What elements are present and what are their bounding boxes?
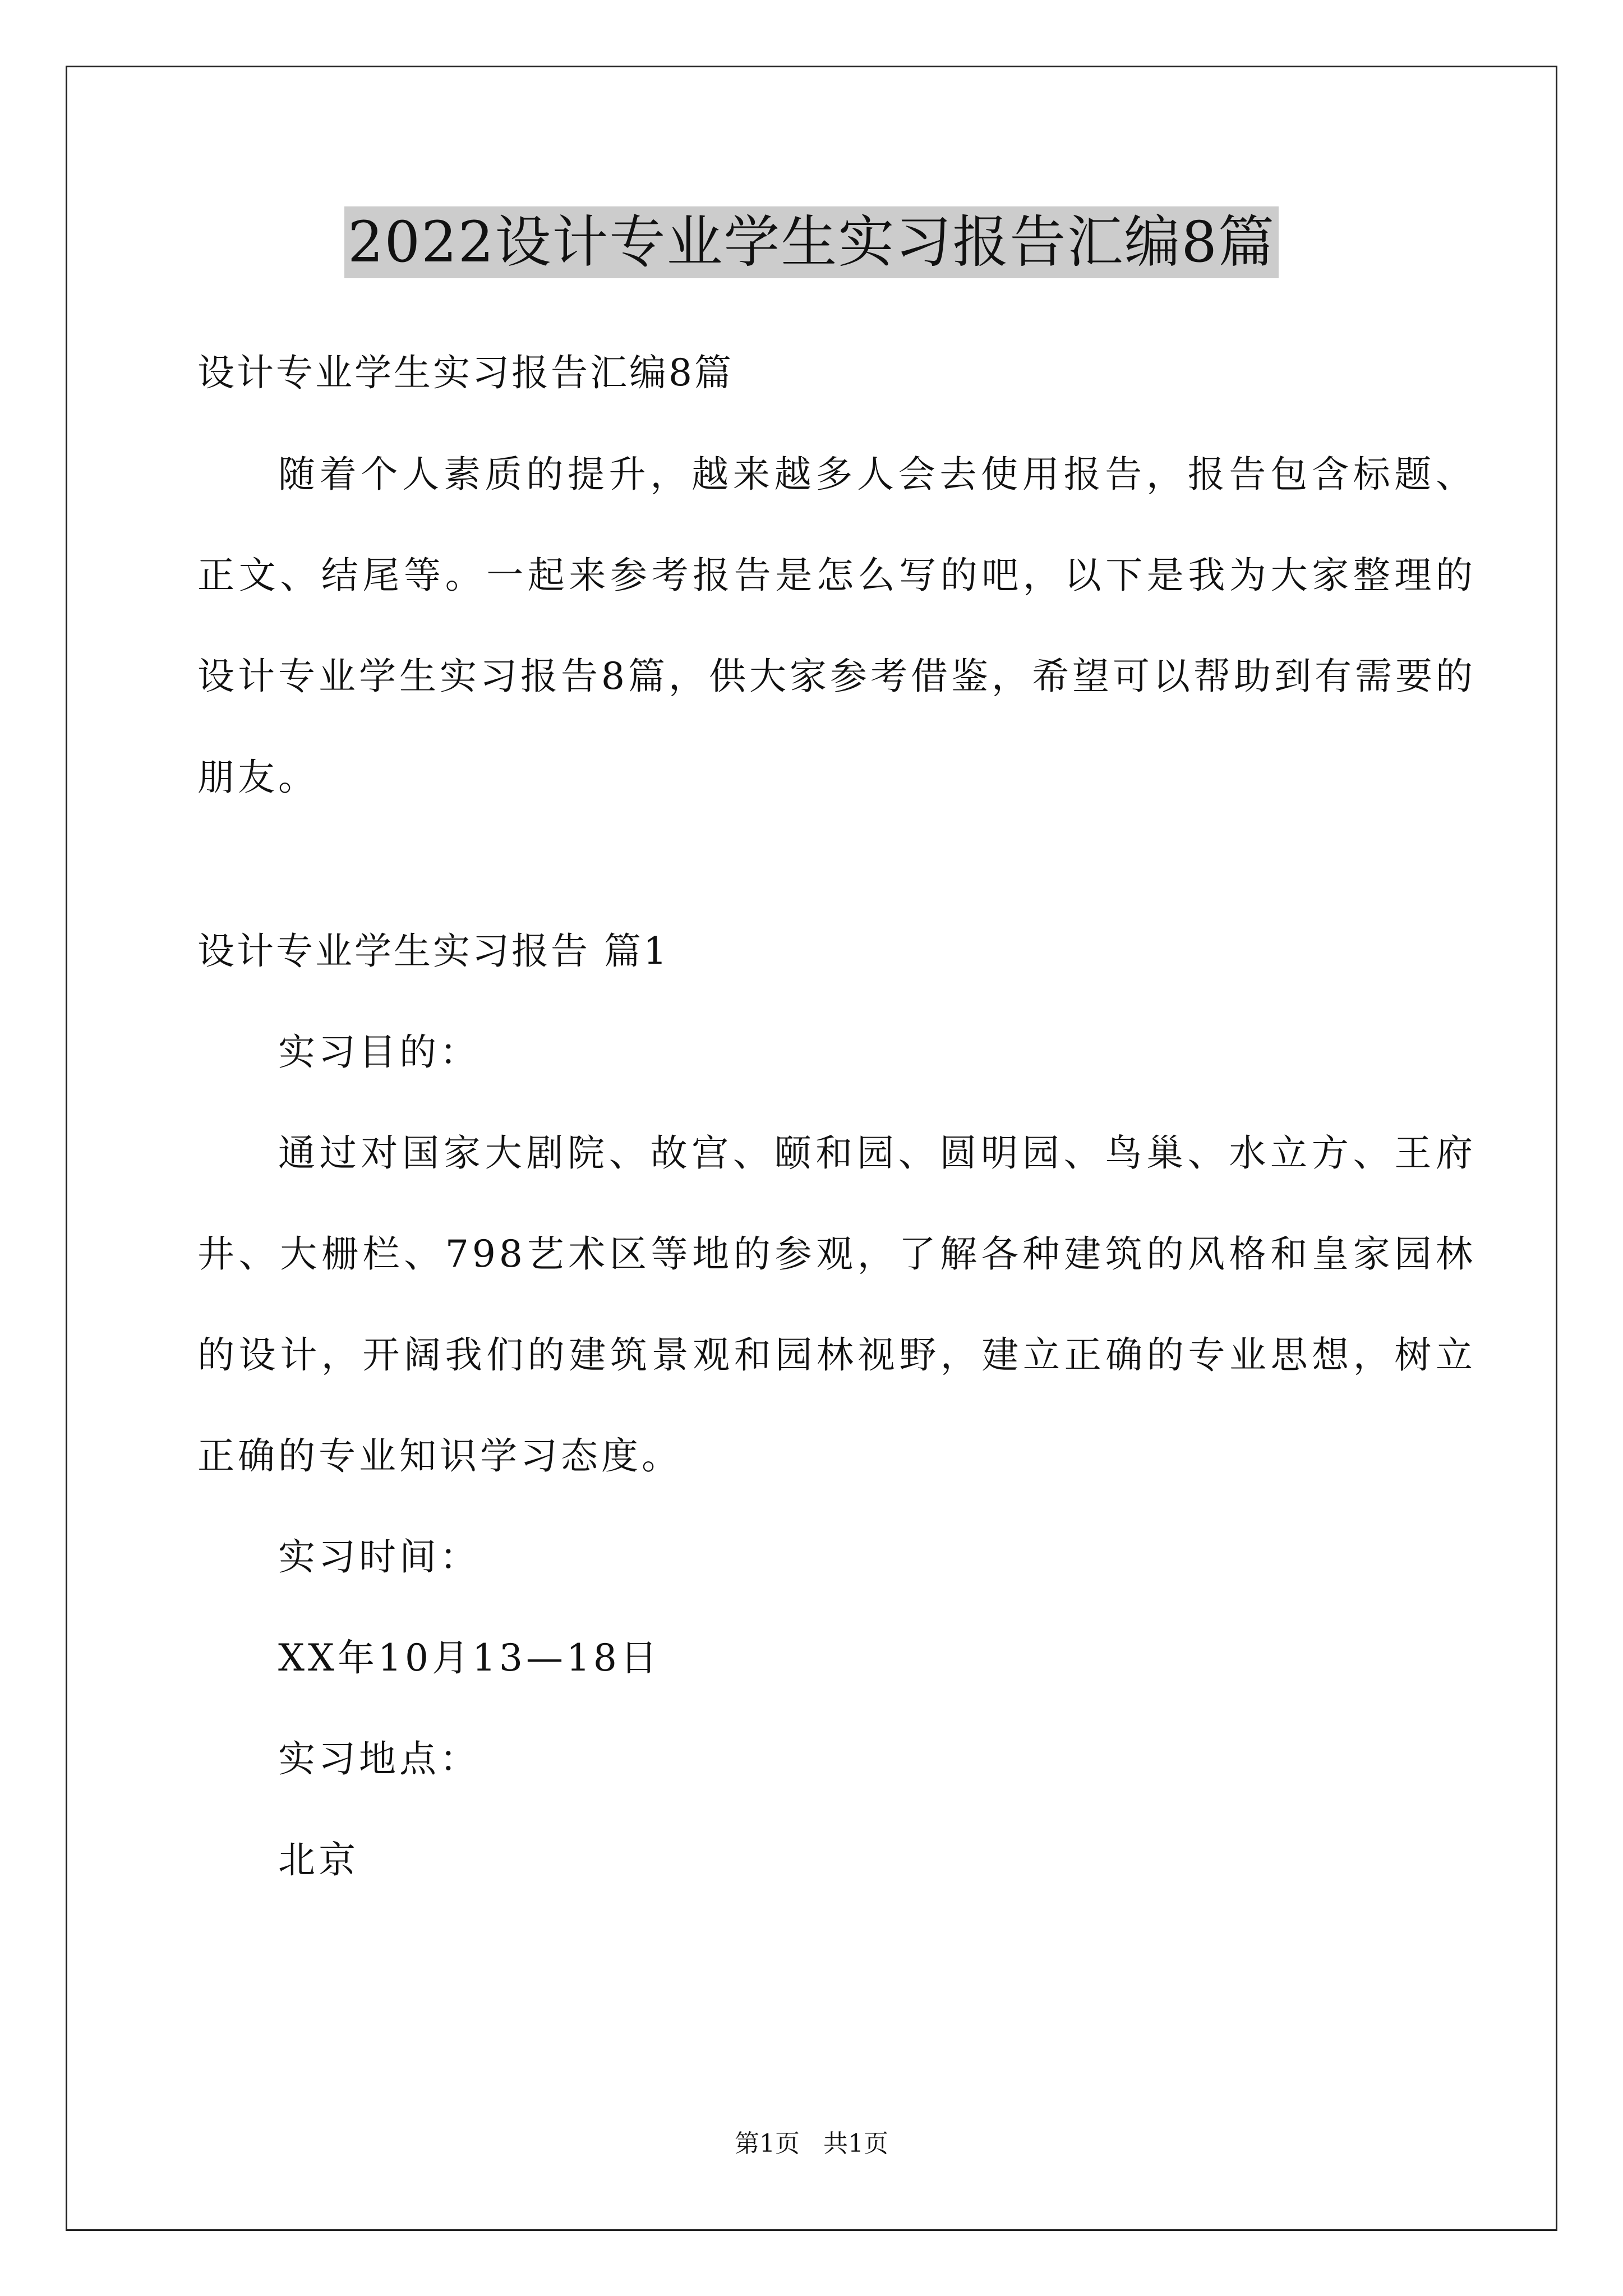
intro-paragraph: 随着个人素质的提升，越来越多人会去使用报告，报告包含标题、正文、结尾等。一起来参考报告是怎么写的吧，以下是我为大家整理的设计专业学生实习报告8篇，供大家参考借鉴，希望可以帮助到有需要的朋友。 (197, 453, 1476, 799)
document-subtitle: 设计专业学生实习报告汇编8篇 (197, 351, 734, 394)
place-value: 北京 (278, 1838, 359, 1881)
document-body (197, 314, 1476, 1911)
place-label: 实习地点： (278, 1737, 480, 1780)
purpose-paragraph: 通过对国家大剧院、故宫、颐和园、圆明园、鸟巢、水立方、王府井、大栅栏、798艺术区等地的参观，了解各种建筑的风格和皇家园林的设计，开阔我们的建筑景观和园林视野，建立正确的专业思想，树立正确的专业知识学习态度。 (197, 1131, 1476, 1478)
time-label: 实习时间： (278, 1535, 480, 1579)
page-total: 共1页 (823, 2129, 888, 2158)
page-number: 第1页 (735, 2129, 800, 2158)
document-title: 2022设计专业学生实习报告汇编8篇 (344, 206, 1279, 278)
purpose-label: 实习目的： (278, 1030, 480, 1074)
time-value: XX年10月13—18日 (278, 1636, 661, 1680)
section-heading: 设计专业学生实习报告 篇1 (197, 930, 669, 973)
title-container (0, 206, 1623, 278)
page-footer (0, 2127, 1623, 2161)
